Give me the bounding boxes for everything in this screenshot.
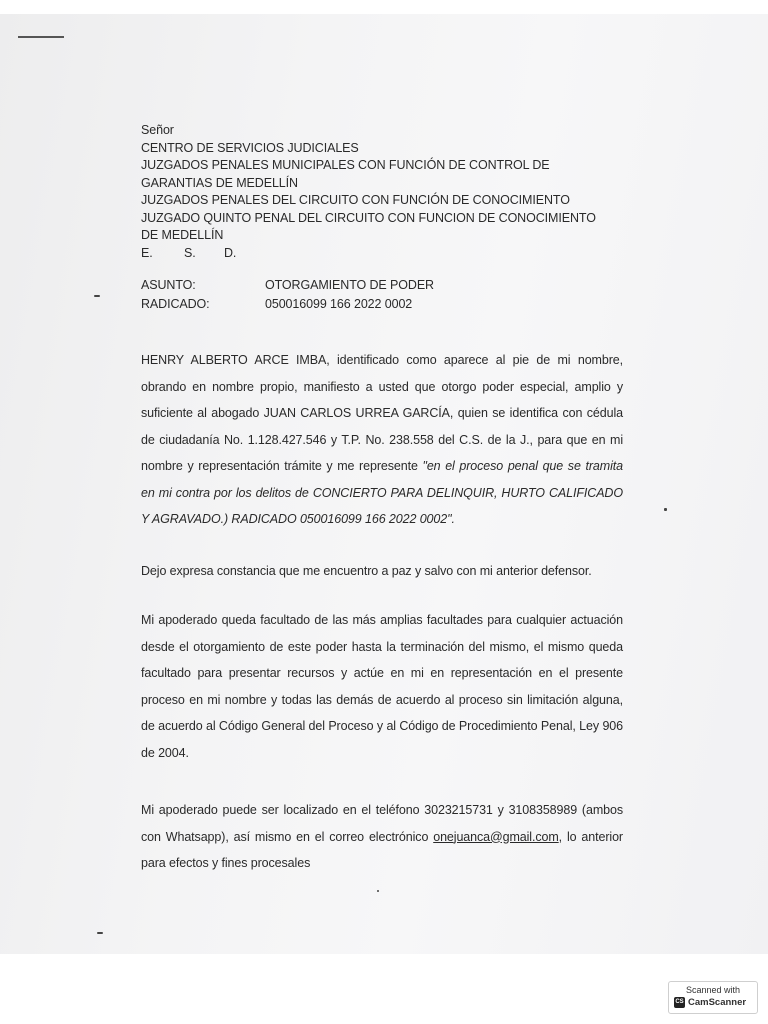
subject-block — [141, 276, 623, 314]
paragraph-constancia: Dejo expresa constancia que me encuentro a paz y salvo con mi anterior defensor. — [141, 563, 592, 578]
scan-speck — [94, 295, 100, 297]
letter-content — [141, 122, 623, 877]
scan-speck — [97, 932, 103, 934]
scanned-page — [0, 14, 768, 954]
paragraph-faculties: Mi apoderado queda facultado de las más amplias facultades para cualquier actuación desde el otorgamiento de este poder hasta la terminación del mismo, el mismo queda facultado para presentar recursos y actúe en mi en representación en el presente proceso en mi nombre y todas las demás de acuerdo al proceso sin limitación alguna, de acuerdo al Código General del Proceso y al Código de Procedimiento Penal, Ley 906 de 2004. — [141, 613, 623, 760]
salutation: Señor — [141, 123, 174, 137]
badge-caption: Scanned with — [685, 985, 741, 995]
recipient-line: JUZGADOS PENALES DEL CIRCUITO CON FUNCIÓN DE CONOCIMIENTO — [141, 193, 570, 207]
esd-d: D. — [224, 245, 237, 260]
paragraph-grant — [141, 347, 623, 533]
camscanner-badge — [668, 981, 758, 1014]
radicado-value: 050016099 166 2022 0002 — [265, 297, 413, 311]
recipient-line: GARANTIAS DE MEDELLÍN — [141, 175, 298, 190]
esd-e: E. — [141, 245, 153, 260]
badge-brand: CamScanner — [688, 997, 747, 1008]
recipient-line: JUZGADO QUINTO PENAL DEL CIRCUITO CON FUNCION DE CONOCIMIENTO — [141, 210, 596, 225]
recipient-line: DE MEDELLÍN — [141, 228, 224, 242]
contact-text: Mi apoderado puede ser localizado en el teléfono 3023215731 y 3108358989 (ambos con Whatsapp), así mismo en el correo electrónico — [141, 803, 623, 844]
scan-speck — [664, 508, 667, 511]
esd-line — [141, 245, 623, 263]
recipient-block — [141, 122, 623, 262]
email-link[interactable]: onejuanca@gmail.com — [433, 829, 559, 844]
recipient-line: JUZGADOS PENALES MUNICIPALES CON FUNCIÓN DE CONTROL DE — [141, 158, 550, 172]
camscanner-logo-icon: CS — [674, 997, 685, 1008]
corner-mark — [18, 36, 64, 38]
asunto-value: OTORGAMIENTO DE PODER — [265, 278, 434, 292]
recipient-line: CENTRO DE SERVICIOS JUDICIALES — [141, 140, 359, 155]
grant-text: HENRY ALBERTO ARCE IMBA, identificado como aparece al pie de mi nombre, obrando en nombre propio, manifiesto a usted que otorgo poder especial, amplio y suficiente al abogado JUAN CARLOS URREA GARCÍA, quien se identifica con cédula de ciudadanía No. 1.128.427.546 y T.P. No. 238.558 del C.S. de la J., para que en mi nombre y representación trámite y me represente — [141, 353, 623, 473]
scan-speck — [377, 890, 379, 892]
radicado-label: RADICADO: — [141, 297, 210, 311]
asunto-label: ASUNTO: — [141, 278, 196, 292]
paragraph-contact — [141, 797, 623, 877]
contact-text-end: , lo anterior para efectos y fines procesales — [141, 829, 623, 870]
grant-quote: "en el proceso penal que se tramita en mi contra por los delitos de CONCIERTO PARA DELINQUIR, HURTO CALIFICADO Y AGRAVADO.) RADICADO 050016099 166 2022 0002". — [141, 459, 623, 526]
esd-s: S. — [184, 245, 196, 260]
